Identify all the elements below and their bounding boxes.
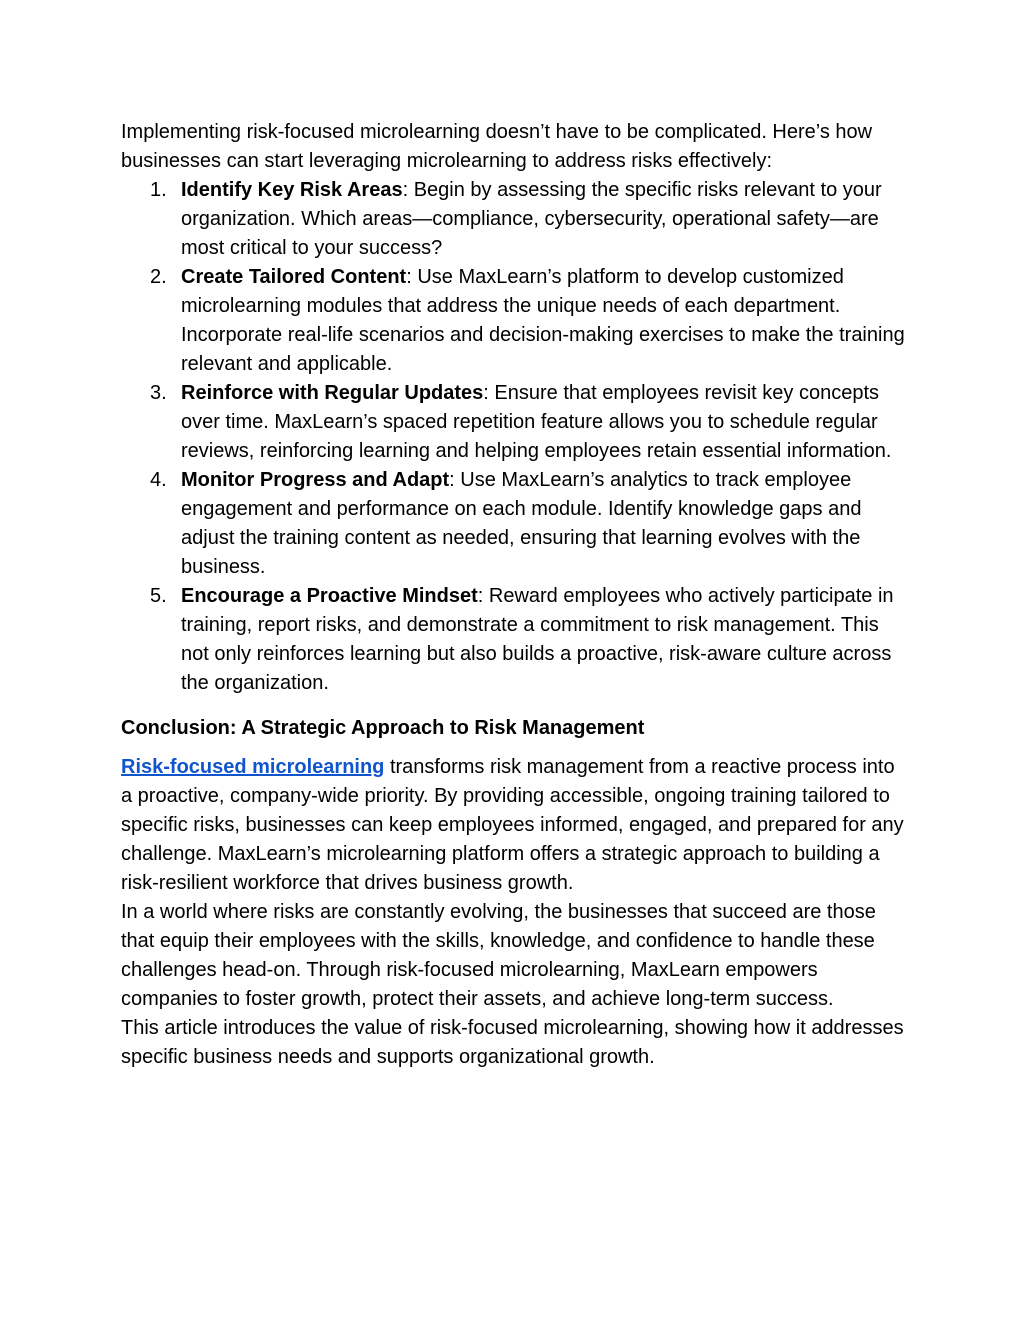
list-item-text: : Use MaxLearn’s platform to develop customized microlearning modules that address the unique needs of each department. Incorporate real-life scenarios and decision-making exercises to make the training relevant and applicable. (181, 266, 905, 375)
conclusion-paragraph-2: In a world where risks are constantly evolving, the businesses that succeed are those that equip their employees with the skills, knowledge, and confidence to handle these challenges head-on. Through risk-focused microlearning, MaxLearn empowers companies to foster growth, protect their assets, and achieve long-term success. (121, 901, 876, 1010)
conclusion-paragraph-1-text: transforms risk management from a reactive process into a proactive, company-wide priority. By providing accessible, ongoing training tailored to specific risks, businesses can keep employees informed, engaged, and prepared for any challenge. MaxLearn’s microlearning platform offers a strategic approach to building a risk-resilient workforce that drives business growth. (121, 756, 904, 894)
list-item (121, 263, 911, 379)
list-item-text: : Reward employees who actively participate in training, report risks, and demonstrate a commitment to risk management. This not only reinforces learning but also builds a proactive, risk-aware culture across the organization. (181, 585, 894, 694)
document-page (121, 118, 911, 1072)
conclusion-paragraph-1 (121, 753, 911, 898)
conclusion-paragraph-3: This article introduces the value of risk-focused microlearning, showing how it addresses specific business needs and supports organizational growth. (121, 1017, 904, 1068)
list-item-title: Identify Key Risk Areas (181, 179, 403, 201)
list-item-title: Encourage a Proactive Mindset (181, 585, 478, 607)
risk-focused-microlearning-link[interactable]: Risk-focused microlearning (121, 756, 385, 778)
list-item (121, 466, 911, 582)
intro-paragraph: Implementing risk-focused microlearning doesn’t have to be complicated. Here’s how businesses can start leveraging microlearning to address risks effectively: (121, 121, 873, 172)
list-item (121, 582, 911, 698)
list-item-title: Create Tailored Content (181, 266, 407, 288)
conclusion-heading: Conclusion: A Strategic Approach to Risk Management (121, 717, 645, 739)
list-item-title: Reinforce with Regular Updates (181, 382, 484, 404)
list-item-text: : Begin by assessing the specific risks relevant to your organization. Which areas—compliance, cybersecurity, operational safety—are most critical to your success? (181, 179, 882, 259)
list-item-text: : Ensure that employees revisit key concepts over time. MaxLearn’s spaced repetition feature allows you to schedule regular reviews, reinforcing learning and helping employees retain essential information. (181, 382, 892, 462)
list-item (121, 176, 911, 263)
list-item-number: 1. (150, 179, 167, 201)
list-item-text: : Use MaxLearn’s analytics to track employee engagement and performance on each module. Identify knowledge gaps and adjust the training content as needed, ensuring that learning evolves with the business. (181, 469, 862, 578)
list-item-number: 5. (150, 585, 167, 607)
list-item (121, 379, 911, 466)
steps-list (121, 176, 911, 698)
list-item-number: 3. (150, 382, 167, 404)
list-item-number: 2. (150, 266, 167, 288)
list-item-title: Monitor Progress and Adapt (181, 469, 450, 491)
list-item-number: 4. (150, 469, 167, 491)
